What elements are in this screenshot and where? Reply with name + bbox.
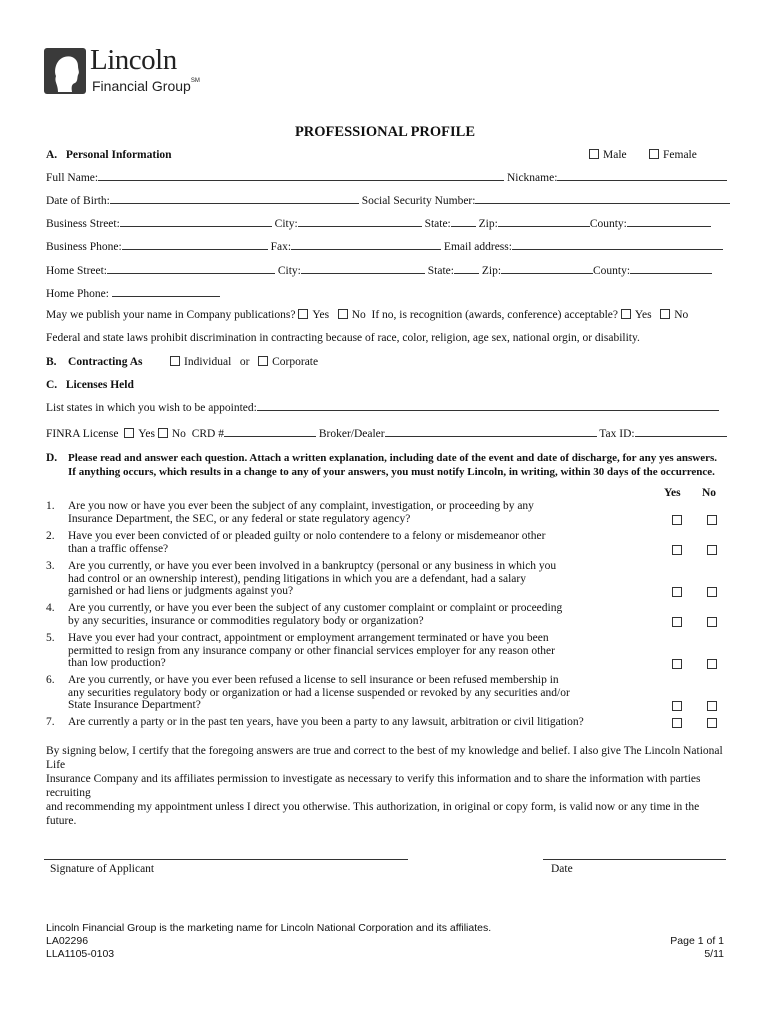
question-number: 1. — [46, 500, 55, 512]
home-city-label: City: — [277, 265, 301, 277]
question-no-checkbox[interactable] — [707, 587, 717, 597]
full-name-row — [46, 170, 727, 184]
question-yes-checkbox[interactable] — [672, 515, 682, 525]
ssn-label: Social Security Number: — [361, 195, 476, 207]
question-line: Have you ever had your contract, appointment or employment arrangement terminated or have you been — [68, 632, 549, 644]
finra-label: FINRA License — [46, 428, 119, 440]
question-line: than low production? — [68, 657, 166, 669]
date-line[interactable] — [543, 859, 726, 860]
section-d-instructions-2: If anything occurs, which results in a change to any of your answers, you must notify Lincoln, in writing, within 30 days of the occurrence. — [68, 466, 715, 478]
full-name-label: Full Name: — [46, 172, 99, 184]
broker-field[interactable] — [385, 426, 597, 437]
section-d-instructions-1: Please read and answer each question. Attach a written explanation, including date of the event and date of discharge, for any yes answers. — [68, 452, 717, 464]
question-yes-checkbox[interactable] — [672, 587, 682, 597]
logo-group: Financial Group℠ — [92, 78, 200, 94]
home-phone-row — [46, 286, 220, 300]
home-state-label: State: — [427, 265, 454, 277]
publish-question: May we publish your name in Company publications? — [46, 309, 296, 321]
lincoln-portrait-icon — [44, 48, 86, 94]
question-number: 7. — [46, 716, 55, 728]
finra-row — [46, 426, 727, 440]
business-city-label: City: — [274, 218, 298, 230]
question-line: Have you ever been convicted of or pleaded guilty or nolo contendere to a felony or misdemeanor other — [68, 530, 546, 542]
business-phone-row — [46, 239, 723, 253]
dob-field[interactable] — [110, 193, 359, 204]
business-county-label: County: — [589, 218, 627, 230]
question-yes-checkbox[interactable] — [672, 617, 682, 627]
question-number: 3. — [46, 560, 55, 572]
question-yes-checkbox[interactable] — [672, 701, 682, 711]
female-option[interactable]: Female — [649, 149, 697, 161]
states-field[interactable] — [257, 400, 719, 411]
date-label: Date — [551, 863, 573, 875]
finra-no-checkbox[interactable] — [158, 428, 168, 438]
page-number: Page 1 of 1 — [670, 935, 724, 947]
question-yes-checkbox[interactable] — [672, 659, 682, 669]
home-zip-label: Zip: — [481, 265, 502, 277]
recognition-yes-label: Yes — [634, 309, 652, 321]
nickname-label: Nickname: — [506, 172, 558, 184]
dob-label: Date of Birth: — [46, 195, 110, 207]
question-number: 5. — [46, 632, 55, 644]
form-code-2: LLA1105-0103 — [46, 948, 115, 960]
question-text — [68, 530, 628, 555]
business-zip-field[interactable] — [498, 216, 590, 227]
question-line: Are you now or have you ever been the subject of any complaint, investigation, or proceeding by any — [68, 500, 534, 512]
home-street-label: Home Street: — [46, 265, 107, 277]
corporate-checkbox[interactable] — [258, 356, 268, 366]
question-line: Insurance Department, the SEC, or any federal or state regulatory agency? — [68, 512, 411, 525]
certification-line: By signing below, I certify that the foregoing answers are true and correct to the best of my knowledge and belief. I also give The Lincoln National Life — [46, 745, 723, 771]
page-title: PROFESSIONAL PROFILE — [294, 124, 476, 140]
form-code: LA02296 — [46, 935, 89, 947]
business-phone-label: Business Phone: — [46, 241, 122, 253]
email-label: Email address: — [443, 241, 512, 253]
list-states-label: List states in which you wish to be appointed: — [46, 402, 257, 414]
dob-row — [46, 193, 730, 207]
recognition-yes-checkbox[interactable] — [621, 309, 631, 319]
certification-line: Insurance Company and its affiliates permission to investigate as necessary to verify this information and to share the information with parties recruiting — [46, 773, 701, 799]
individual-label: Individual — [184, 356, 232, 368]
question-line: State Insurance Department? — [68, 699, 201, 711]
no-column-header: No — [702, 487, 717, 499]
question-line: permitted to resign from any insurance company or other financial services employer for any reason other — [68, 644, 555, 657]
fax-label: Fax: — [270, 241, 292, 253]
logo-name: Lincoln — [90, 44, 177, 76]
finra-no-label: No — [171, 428, 186, 440]
home-county-label: County: — [593, 265, 631, 277]
section-b-letter: B. — [46, 356, 57, 368]
female-checkbox[interactable] — [649, 149, 659, 159]
question-line: by any securities, insurance or commodities regulatory body or organization? — [68, 614, 424, 627]
business-state-label: State: — [424, 218, 451, 230]
question-yes-checkbox[interactable] — [672, 545, 682, 555]
email-field[interactable] — [512, 239, 723, 250]
recognition-no-checkbox[interactable] — [660, 309, 670, 319]
footer-right — [670, 935, 724, 961]
question-text — [68, 602, 628, 627]
fax-field[interactable] — [291, 239, 441, 250]
recognition-no-label: No — [674, 309, 689, 321]
question-text — [68, 632, 628, 670]
question-line: Are you currently, or have you ever been refused a license to sell insurance or been refused membership in — [68, 674, 559, 686]
question-no-checkbox[interactable] — [707, 659, 717, 669]
corporate-label: Corporate — [272, 356, 319, 368]
crd-field[interactable] — [224, 426, 316, 437]
publish-yes-label: Yes — [312, 309, 330, 321]
certification-line: and recommending my appointment unless I direct you otherwise. This authorization, in original or copy form, is valid now or any time in the future. — [46, 801, 700, 827]
male-checkbox[interactable] — [589, 149, 599, 159]
publish-yes-checkbox[interactable] — [298, 309, 308, 319]
section-b-heading: Contracting As — [68, 356, 143, 368]
publish-no-checkbox[interactable] — [338, 309, 348, 319]
individual-checkbox[interactable] — [170, 356, 180, 366]
question-line: Are you currently, or have you ever been the subject of any customer complaint or complaint or proceeding — [68, 602, 563, 614]
states-row — [46, 400, 719, 414]
question-number: 6. — [46, 674, 55, 686]
business-address-row — [46, 216, 711, 230]
home-state-field[interactable] — [454, 263, 479, 274]
section-d-letter: D. — [46, 452, 58, 464]
nickname-field[interactable] — [557, 170, 727, 181]
full-name-field[interactable] — [98, 170, 504, 181]
ssn-field[interactable] — [475, 193, 730, 204]
or-label: or — [239, 356, 250, 368]
revision-date: 5/11 — [704, 948, 724, 960]
business-street-label: Business Street: — [46, 218, 120, 230]
home-county-field[interactable] — [630, 263, 712, 274]
home-phone-field[interactable] — [112, 286, 220, 297]
question-line: Are you currently, or have you ever been involved in a bankruptcy (personal or any business in which you — [68, 560, 557, 572]
question-no-checkbox[interactable] — [707, 545, 717, 555]
question-line: garnished or had liens or judgments against you? — [68, 585, 294, 597]
question-number: 2. — [46, 530, 55, 542]
question-no-checkbox[interactable] — [707, 617, 717, 627]
contracting-options — [170, 356, 318, 368]
federal-notice: Federal and state laws prohibit discrimination in contracting because of race, color, religion, age sex, national orgin, or disability. — [46, 332, 640, 344]
broker-label: Broker/Dealer — [318, 428, 385, 440]
home-city-field[interactable] — [301, 263, 425, 274]
question-text — [68, 500, 628, 525]
business-county-field[interactable] — [627, 216, 711, 227]
male-option[interactable]: Male — [589, 149, 627, 161]
question-no-checkbox[interactable] — [707, 515, 717, 525]
question-line: had control or an ownership interest), pending litigations in which you are a defendant, had a salary — [68, 572, 526, 585]
business-zip-label: Zip: — [478, 218, 498, 230]
lincoln-logo — [44, 46, 214, 106]
question-line: any securities regulatory body or organization or had a license suspended or revoked by any securities and/or — [68, 686, 570, 699]
section-a-heading: A. Personal Information — [46, 149, 172, 161]
finra-yes-label: Yes — [138, 428, 155, 440]
question-yes-checkbox[interactable] — [672, 718, 682, 728]
taxid-label: Tax ID: — [599, 428, 635, 440]
signature-line[interactable] — [44, 859, 408, 860]
question-text — [68, 674, 628, 712]
footer-disclaimer: Lincoln Financial Group is the marketing name for Lincoln National Corporation and its affiliates. — [46, 922, 492, 934]
business-phone-field[interactable] — [122, 239, 268, 250]
signature-label: Signature of Applicant — [50, 863, 155, 875]
question-number: 4. — [46, 602, 55, 614]
finra-yes-checkbox[interactable] — [124, 428, 134, 438]
question-no-checkbox[interactable] — [707, 718, 717, 728]
question-no-checkbox[interactable] — [707, 701, 717, 711]
question-text — [68, 716, 628, 729]
question-line: than a traffic offense? — [68, 542, 169, 555]
business-city-field[interactable] — [298, 216, 422, 227]
publish-row — [46, 309, 688, 321]
footer-left — [46, 922, 491, 961]
home-phone-label: Home Phone: — [46, 288, 109, 300]
crd-label: CRD # — [191, 428, 224, 440]
taxid-field[interactable] — [635, 426, 727, 437]
business-street-field[interactable] — [120, 216, 272, 227]
question-line: Are currently a party or in the past ten years, have you been a party to any lawsuit, arbitration or civil litigation? — [68, 716, 584, 728]
publish-no-label: No — [351, 309, 366, 321]
section-b-row — [46, 356, 142, 368]
yes-column-header: Yes — [664, 487, 681, 499]
certification-text — [46, 744, 730, 828]
question-text — [68, 560, 628, 598]
home-street-field[interactable] — [107, 263, 275, 274]
section-c-heading: C. Licenses Held — [46, 379, 134, 391]
recognition-question: If no, is recognition (awards, conference) acceptable? — [371, 309, 618, 321]
home-address-row — [46, 263, 712, 277]
home-zip-field[interactable] — [501, 263, 593, 274]
business-state-field[interactable] — [451, 216, 476, 227]
